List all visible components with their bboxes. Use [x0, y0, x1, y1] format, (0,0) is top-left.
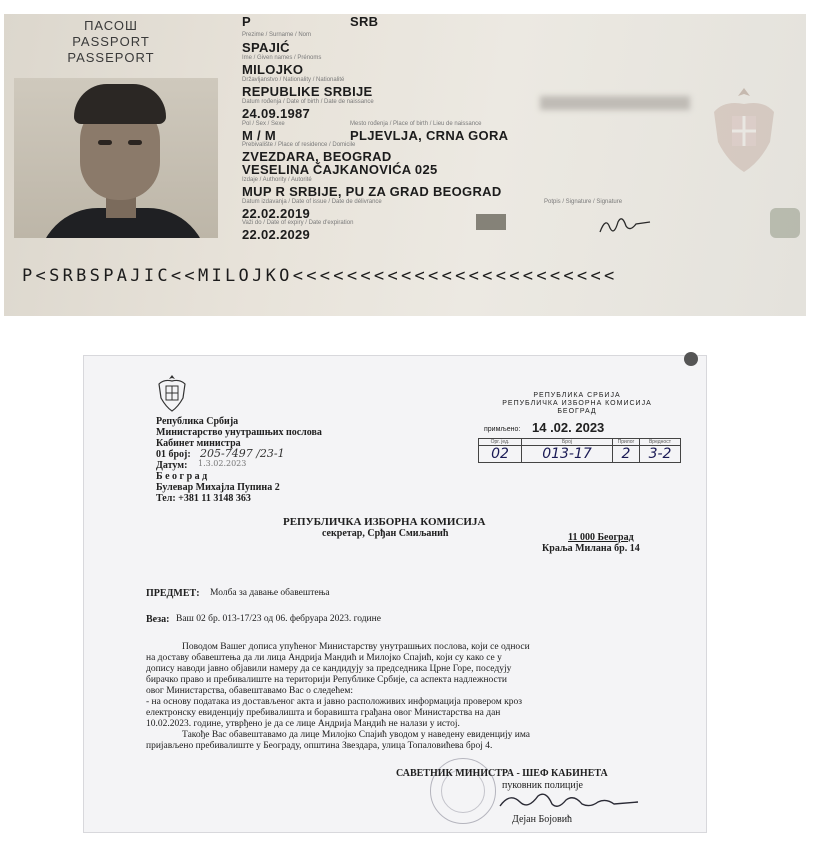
subject-text: Молба за давање обавештења — [210, 588, 330, 598]
passport-residence-city: ZVEZDARA, BEOGRAD — [242, 149, 392, 164]
stamp-received-date: 14 .02. 2023 — [532, 420, 605, 435]
passport-authority: MUP R SRBIJE, PU ZA GRAD BEOGRAD — [242, 184, 502, 199]
sender-republic: Република Србија — [156, 416, 239, 427]
reg-header-attachment: Прилог — [613, 439, 640, 446]
passport-date-of-issue: 22.02.2019 — [242, 206, 311, 221]
stamp-republic: РЕПУБЛИКА СРБИЈА — [533, 392, 621, 399]
body-line: Такође Вас обавештавамо да лице Милојко Спајић уводом у наведену евиденцију има — [182, 730, 531, 740]
registration-table — [478, 438, 681, 463]
residence-label: Prebivalište / Place of residence / Domicile — [242, 142, 356, 148]
recipient-street: Краља Милана бр. 14 — [542, 543, 640, 554]
reg-value-value: 3-2 — [640, 446, 681, 463]
sender-phone: Тел: +381 11 3148 363 — [156, 493, 251, 504]
passport-holder-signature — [596, 212, 656, 238]
reg-value-unit: 02 — [479, 446, 522, 463]
sex-label: Pol / Sex / Sexe — [242, 121, 285, 127]
document-number-handwritten: 205-7497 /23-1 — [200, 447, 285, 460]
serbian-coat-of-arms-icon — [156, 374, 188, 412]
body-line: овог Министарства, обавештавамо Вас о следећем: — [146, 686, 353, 696]
body-line: Поводом Вашег дописа упућеног Министарству унутрашњих послова, који се односи — [182, 642, 530, 652]
coat-of-arms-icon — [704, 82, 784, 182]
signatory-title: САВЕТНИК МИНИСТРА - ШЕФ КАБИНЕТА — [396, 768, 608, 779]
body-line: на доставу обавештења да ли лица Андрија Мандић и Милојко Спајић, који су како се у — [146, 653, 502, 663]
expiry-label: Važi do / Date of expiry / Date d'expiration — [242, 220, 354, 226]
passport-date-of-expiry: 22.02.2029 — [242, 227, 311, 242]
passport-photo — [14, 78, 218, 238]
ministry-letter — [84, 356, 706, 832]
recipient-name: РЕПУБЛИЧКА ИЗБОРНА КОМИСИЈА — [283, 516, 486, 528]
dob-label: Datum rođenja / Date of birth / Date de naissance — [242, 99, 374, 105]
date-label: Датум: — [156, 460, 188, 471]
hologram-mark — [476, 214, 506, 230]
stamp-received-label: примљено: — [484, 426, 521, 433]
body-line: пријављено пребивалиште у Београду, општина Звездара, улица Топаловићева број 4. — [146, 741, 493, 751]
authority-label: Izdaje / Authority / Autorité — [242, 177, 312, 183]
sender-ministry: Министарство унутрашњих послова — [156, 427, 322, 438]
reg-header-number: Број — [522, 439, 613, 446]
passport-country-code: SRB — [350, 14, 379, 29]
stamp-city: БЕОГРАД — [557, 408, 597, 415]
scan-corner-mark — [684, 352, 698, 366]
body-line: - на основу података из достављеног акта и јавно расположивих информација провером кроз — [146, 697, 523, 707]
passport-header-cyrillic: ПАСОШ — [84, 18, 138, 33]
sender-city: Б е о г р а д — [156, 471, 208, 482]
machine-readable-zone: P<SRBSPAJIC<<MILOJKO<<<<<<<<<<<<<<<<<<<<<<<< — [22, 266, 618, 286]
sender-address: Булевар Михајла Пупина 2 — [156, 482, 280, 493]
passport-header-french: PASSEPORT — [67, 50, 155, 65]
passport-sex: M / M — [242, 128, 276, 143]
surname-label: Prezime / Surname / Nom — [242, 32, 312, 38]
reg-header-unit: Орг. јед. — [479, 439, 522, 446]
reg-value-attachment: 2 — [613, 446, 640, 463]
passport-surname: SPAJIĆ — [242, 40, 290, 55]
body-line: електронску евиденцију пребивалишта и боравишта грађана овог Министарства на дан — [146, 708, 501, 718]
body-line: 10.02.2023. године, утврђено је да се лице Андрија Мандић не налази у истој. — [146, 719, 460, 729]
passport-residence-street: VESELINA ČAJKANOVIĆA 025 — [242, 162, 438, 177]
passport-nationality: REPUBLIKE SRBIJE — [242, 84, 373, 99]
reference-label: Веза: — [146, 614, 170, 625]
signatory-rank: пуковник полиције — [502, 780, 583, 791]
handwritten-signature — [494, 788, 644, 814]
stamp-commission: РЕПУБЛИЧКА ИЗБОРНА КОМИСИЈА — [502, 400, 652, 407]
passport-header-english: PASSPORT — [72, 34, 150, 49]
body-line: бирачко право и пребивалиште на територији Републике Србије, са аспекта надлежности — [146, 675, 507, 685]
reg-value-number: 013-17 — [522, 446, 613, 463]
passport-given-names: MILOJKO — [242, 62, 304, 77]
recipient-person: секретар, Срђан Смиљанић — [322, 528, 449, 539]
signature-label: Potpis / Signature / Signature — [544, 199, 623, 205]
reg-header-value: Вредност — [640, 439, 681, 446]
date-stamp-value: 1.3.02.2023 — [198, 459, 247, 468]
signatory-name: Дејан Бојовић — [512, 814, 573, 825]
redacted-field — [540, 96, 690, 110]
document-number-label: 01 број: — [156, 449, 191, 460]
passport-date-of-birth: 24.09.1987 — [242, 106, 311, 121]
passport-data-page — [4, 14, 806, 316]
security-chip-mark — [770, 208, 800, 238]
passport-place-of-birth: PLJEVLJA, CRNA GORA — [350, 128, 509, 143]
reference-text: Ваш 02 бр. 013-17/23 од 06. фебруара 2023. године — [176, 614, 381, 624]
sender-cabinet: Кабинет министра — [156, 438, 241, 449]
issue-label: Datum izdavanja / Date of issue / Date de délivrance — [242, 199, 382, 205]
pob-label: Mesto rođenja / Place of birth / Lieu de naissance — [350, 121, 482, 127]
body-line: допису наводи јавно објавили намеру да се кандидују за председника Црне Горе, поседују — [146, 664, 512, 674]
subject-label: ПРЕДМЕТ: — [146, 588, 200, 599]
given-names-label: Ime / Given names / Prénoms — [242, 55, 322, 61]
nationality-label: Državljanstvo / Nationality / Nationalité — [242, 77, 345, 83]
recipient-postal: 11 000 Београд — [568, 532, 634, 543]
passport-type: P — [242, 14, 251, 29]
